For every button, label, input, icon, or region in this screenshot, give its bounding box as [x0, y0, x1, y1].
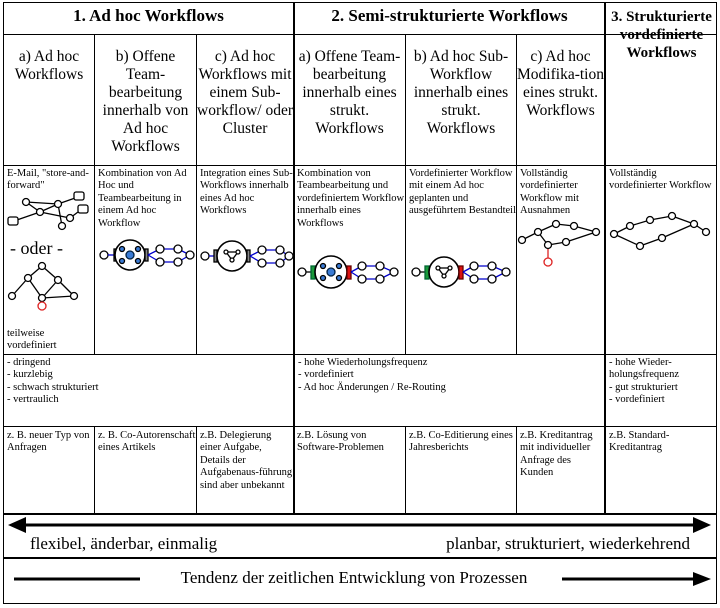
example-2c: z.B. Kreditantrag mit individueller Anfrage des Kunden [520, 430, 593, 479]
prop-item: - kurzlebig [7, 369, 53, 381]
column-title-1a: a) Ad hoc Workflows [14, 48, 84, 83]
prop-item: - vertraulich [7, 394, 59, 406]
column-title-1c: c) Ad hoc Workflows mit einem Sub-workflow/ oder Cluster [197, 48, 293, 137]
trend-label: Tendenz der zeitlichen Entwicklung von Prozessen [180, 568, 528, 587]
column-title-2a: a) Offene Team-bearbeitung innerhalb eines strukt. Workflows [298, 48, 401, 137]
column-desc-1c: Integration eines Sub-Workflows innerhalb eines Ad hoc Workflows [200, 168, 293, 217]
prop-item: - gut strukturiert [609, 381, 678, 393]
group-header-semi: 2. Semi-strukturierte Workflows [331, 6, 568, 25]
prop-item: - hohe Wieder-holungsfrequenz [609, 357, 679, 381]
column-desc-1a: E-Mail, "store-and-forward" [7, 168, 89, 192]
example-1c: z.B. Delegierung einer Aufgabe, Details der Aufgabenaus-führung sind aber unbekannt [200, 430, 293, 491]
workflow-network-icon [8, 192, 88, 230]
column-title-2c: c) Ad hoc Modifika-tion eines strukt. Workflows [517, 48, 604, 119]
group-header-ad-hoc: 1. Ad hoc Workflows [73, 6, 224, 25]
prop-item: - schwach strukturiert [7, 381, 99, 393]
example-1a: z. B. neuer Typ von Anfragen [7, 430, 90, 454]
modification-workflow-icon [519, 221, 600, 267]
scale-left-label: flexibel, änderbar, einmalig [30, 534, 218, 553]
example-2b: z.B. Co-Editierung eines Jahresberichts [409, 430, 513, 454]
oder-label: - oder - [10, 238, 63, 258]
prop-item: - Ad hoc Änderungen / Re-Routing [298, 381, 446, 393]
subworkflow-structured-icon [412, 257, 510, 287]
column-note-1a: teilweise vordefiniert [7, 328, 57, 352]
column-desc-1b: Kombination von Ad Hoc und Teambearbeitung in einem Ad hoc Workflow [98, 168, 187, 229]
scale-right-label: planbar, strukturiert, wiederkehrend [446, 534, 690, 553]
prop-item: - vordefiniert [609, 394, 665, 406]
column-title-2b: b) Ad hoc Sub-Workflow innerhalb eines strukt. Workflows [413, 48, 509, 137]
prop-item: - hohe Wiederholungsfrequenz [298, 357, 428, 368]
column-desc-2c: Vollständig vordefinierter Workflow mit Ausnahmen [520, 168, 579, 217]
example-1b: z. B. Co-Autorenschaft eines Artikels [98, 430, 196, 454]
double-arrow [8, 517, 711, 533]
example-3: z.B. Standard-Kreditantrag [609, 430, 670, 454]
team-workflow-icon [100, 240, 194, 270]
group-header-strukturiert: 3. Strukturierte vordefinierte Workflows [611, 9, 712, 61]
column-desc-2b: Vordefinierter Workflow mit einem Ad hoc geplanten und ausgeführtem Bestandteil [409, 168, 517, 217]
example-2a: z.B. Lösung von Software-Problemen [297, 430, 384, 454]
workflow-diamond-icon [9, 263, 78, 311]
column-desc-3: Vollständig vordefinierter Workflow [609, 168, 712, 192]
team-structured-icon [298, 256, 398, 288]
subworkflow-icon [201, 241, 293, 271]
prop-item: - vordefiniert [298, 369, 354, 381]
predefined-workflow-icon [611, 213, 710, 250]
prop-item: - dringend [7, 357, 51, 368]
column-title-1b: b) Offene Team-bearbeitung innerhalb von Ad hoc Workflows [102, 48, 189, 155]
column-desc-2a: Kombination von Teambearbeitung und vordefiniertem Workflow innerhalb eines Workflows [297, 168, 405, 229]
